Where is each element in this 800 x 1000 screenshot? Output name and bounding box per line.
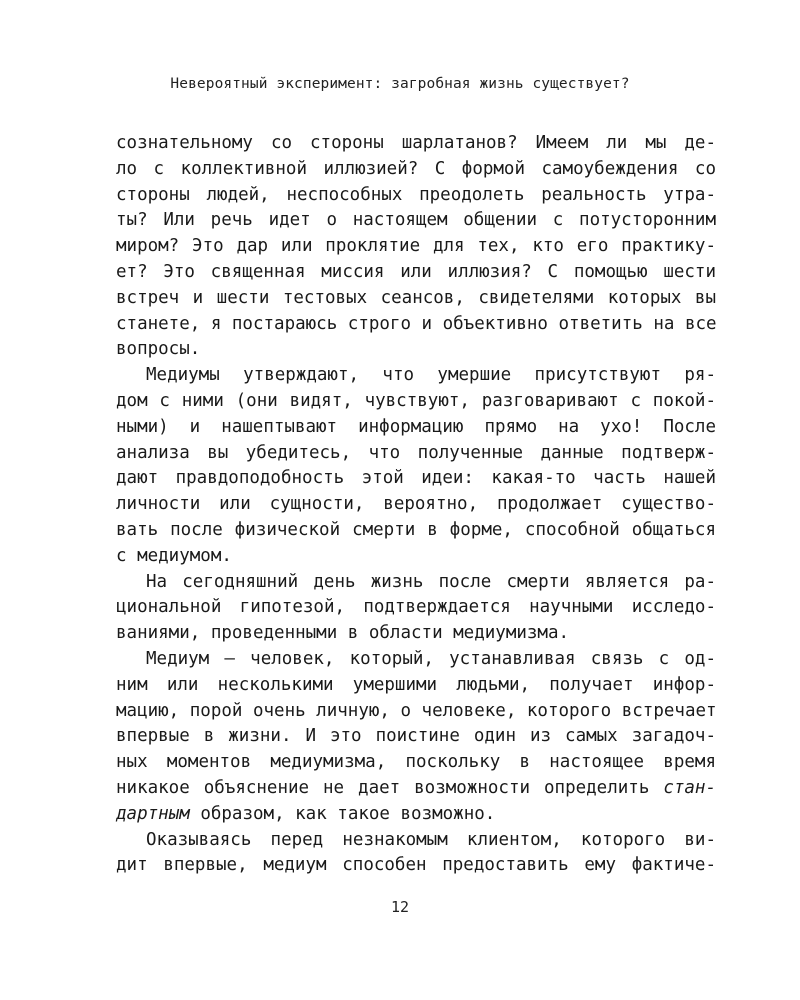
text-line: дают правдоподобность этой идеи: какая-то часть нашей (116, 468, 716, 489)
text-line: встреч и шести тестовых сеансов, свидетелями которых вы (116, 287, 716, 308)
text-line: дит впервые, медиум способен предоставить ему фактиче- (116, 855, 716, 876)
text-line: мацию, порой очень личную, о человеке, которого встречает (116, 700, 717, 721)
text-line: анализа вы убедитесь, что полученные данные подтверж- (116, 442, 716, 463)
text-line: с медиумом. (116, 545, 232, 566)
text-line: сознательному со стороны шарлатанов? Имеем ли мы де- (116, 133, 716, 153)
text-line-with-italic (116, 776, 716, 802)
text-line: ных моментов медиумизма, поскольку в настоящее время (116, 752, 716, 773)
text-line: На сегодняшний день жизнь после смерти является ра- (146, 571, 716, 592)
text-line: ло с коллективной иллюзией? С формой самоубеждения со (116, 158, 716, 179)
text-line: Оказываясь перед незнакомым клиентом, которого ви- (146, 829, 716, 850)
text-line: ты? Или речь идет о настоящем общении с потусторонним (116, 210, 716, 231)
text-line: станете, я постараюсь строго и объективно ответить на все (116, 313, 717, 334)
text-line: Медиум — человек, который, устанавливая связь с од- (146, 648, 716, 669)
text-line-with-italic (116, 802, 716, 828)
text-line: Медиумы утверждают, что умершие присутствуют ря- (146, 365, 716, 386)
text-line: ним или несколькими умершими людьми, получает инфор- (116, 674, 716, 695)
text-line: ными) и нашептывают информацию прямо на ухо! После (116, 416, 716, 437)
italic-word: стан- (663, 777, 716, 798)
text-line: вопросы. (116, 339, 201, 360)
text-line: циональной гипотезой, подтверждается научными исследо- (116, 597, 716, 618)
body-text (116, 131, 716, 879)
text-line: впервые в жизни. И это поистине один из самых загадоч- (116, 726, 716, 747)
text-segment: образом, как такое возможно. (200, 803, 496, 824)
text-line: личности или сущности, вероятно, продолжает существо- (116, 494, 716, 515)
text-line: дом с ними (они видят, чувствуют, разговаривают с покой- (116, 390, 716, 411)
text-line: ет? Это священная миссия или иллюзия? С помощью шести (116, 261, 716, 282)
text-line: миром? Это дар или проклятие для тех, кто его практику- (116, 236, 716, 257)
text-line: вать после физической смерти в форме, способной общаться (116, 519, 716, 540)
text-line: стороны людей, неспособных преодолеть реальность утра- (116, 184, 716, 205)
text-line: ваниями, проведенными в области медиумизма. (116, 623, 570, 644)
running-head: Невероятный эксперимент: загробная жизнь существует? (170, 76, 630, 92)
text-segment: никакое объяснение не дает возможности определить (116, 777, 664, 798)
page-number: 12 (390, 898, 410, 916)
italic-word: дартным (116, 803, 190, 824)
